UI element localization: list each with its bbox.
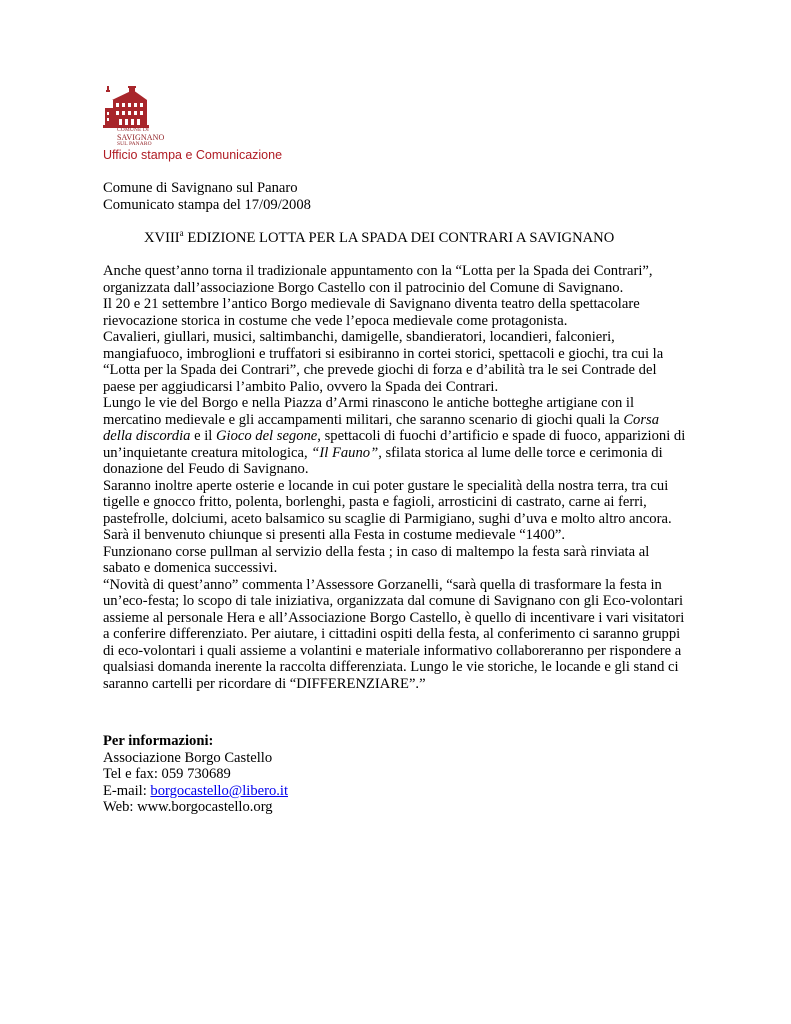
email-link[interactable]: borgocastello@libero.it [150,782,289,799]
title-numeral: XVIII [144,230,180,246]
title-superscript: a [179,228,184,238]
body-line: qualsiasi domanda inerente la raccolta differenziata. Lungo le vie storiche, le locande e gli stand ci [103,659,679,675]
body-line: “Lotta per la Spada dei Contrari”, che prevede giochi di forza e d’abilità tra le sei Contrade del [103,362,657,378]
body-text-segment: e il [190,428,216,444]
body-line: donazione del Feudo di Savignano. [103,461,309,477]
body-line: Il 20 e 21 settembre l’antico Borgo medievale di Savignano diventa teatro della spettacolare [103,296,640,312]
body-text-segment: un’inquietante creatura mitologica, [103,444,312,461]
body-line: “Novità di quest’anno” commenta l’Assessore Gorzanelli, “sarà quella di trasformare la festa in [103,576,662,593]
press-release-body [103,263,685,692]
body-line: pastefrolle, dolciumi, aceto balsamico su scaglie di Parmigiano, sughi d’uva e molto altro ancora. [103,510,672,527]
header-line-2: Comunicato stampa del 17/09/2008 [103,196,311,213]
title-text: EDIZIONE LOTTA PER LA SPADA DEI CONTRARI A SAVIGNANO [183,230,615,246]
body-line: Anche quest’anno torna il tradizionale appuntamento con la “Lotta per la Spada dei Contrari”, [103,263,653,279]
body-line: a conferire differenziato. Per aiutare, i cittadini ospiti della festa, al conferimento ci saranno gruppi [103,626,681,642]
office-name: Ufficio stampa e Comunicazione [103,148,283,162]
header-line-1: Comune di Savignano sul Panaro [103,180,298,196]
body-line [103,445,685,462]
body-line: rievocazione storica in costume che vede l’epoca medievale come protagonista. [103,312,568,329]
creature-name: “Il Fauno” [311,444,379,461]
body-line: Funzionano corse pullman al servizio della festa ; in caso di maltempo la festa sarà rinviata al [103,543,650,560]
body-line: organizzata dall’associazione Borgo Castello con il patrocinio del Comune di Savignano. [103,279,624,296]
comune-logo [103,84,165,147]
contact-info [103,733,288,816]
document-header [103,180,311,213]
letterhead [103,84,303,162]
body-line: mangiafuoco, imbroglioni e truffatori si esibiranno in cortei storici, spettacoli e giochi, tra cui la [103,345,664,362]
body-line: Lungo le vie del Borgo e nella Piazza d’Armi rinascono le antiche botteghe artigiane con il [103,395,635,411]
email-label: E-mail: [103,782,151,799]
body-line: Sarà il benvenuto chiunque si presenti alla Festa in costume medievale “1400”. [103,527,565,543]
body-line [103,428,685,445]
body-line: tigelle e gnocco fritto, polenta, borlenghi, pasta e fagioli, arrosticini di castrato, carne ai ferri, [103,494,647,510]
contact-org: Associazione Borgo Castello [103,749,273,766]
body-line: assieme al personale Hera e all’Associazione Borgo Castello, è quello di incentivare i vari visitatori [103,609,685,626]
logo-caption [117,128,164,147]
game-name: Corsa [623,411,659,428]
game-name: della discordia [103,428,191,444]
body-line: saranno cartelli per ricordare di “DIFFERENZIARE”.” [103,675,426,692]
logo-line-1: COMUNE DI [117,127,149,133]
body-line: Saranno inoltre aperte osterie e locande in cui poter gustare le specialità della nostra terra, tra cui [103,477,669,494]
contact-heading: Per informazioni: [103,733,214,749]
logo-line-2: SAVIGNANO [117,132,165,142]
body-text-segment: , sfilata storica al lume delle torce e cerimonia di [378,444,663,461]
body-line: Cavalieri, giullari, musici, saltimbanchi, damigelle, sbandieratori, locandieri, falconieri, [103,329,615,345]
game-name: Gioco del segone [215,428,318,444]
contact-email-line [103,783,288,800]
body-line: di eco-volontari i quali assieme a volantini e materiale informativo collaboreranno per rispondere a [103,642,682,659]
body-line: un’eco-festa; lo scopo di tale iniziativa, organizzata dal comune di Savignano con gli Eco-volontari [103,593,684,609]
contact-web: Web: www.borgocastello.org [103,799,273,815]
town-hall-icon [103,84,153,130]
contact-phone: Tel e fax: 059 730689 [103,766,231,782]
body-line [103,412,685,429]
document-title [144,230,614,247]
body-line: sabato e domenica successivi. [103,560,278,576]
body-text-segment: , spettacoli di fuochi d’artificio e spade di fuoco, apparizioni di [317,428,686,444]
body-line: paese per aggiudicarsi l’ambito Palio, ovvero la Spada dei Contrari. [103,378,499,395]
logo-line-3: SUL PANARO [117,140,152,147]
body-text-segment: mercatino medievale e gli accampamenti militari, che saranno scenario di giochi quali la [103,411,624,428]
